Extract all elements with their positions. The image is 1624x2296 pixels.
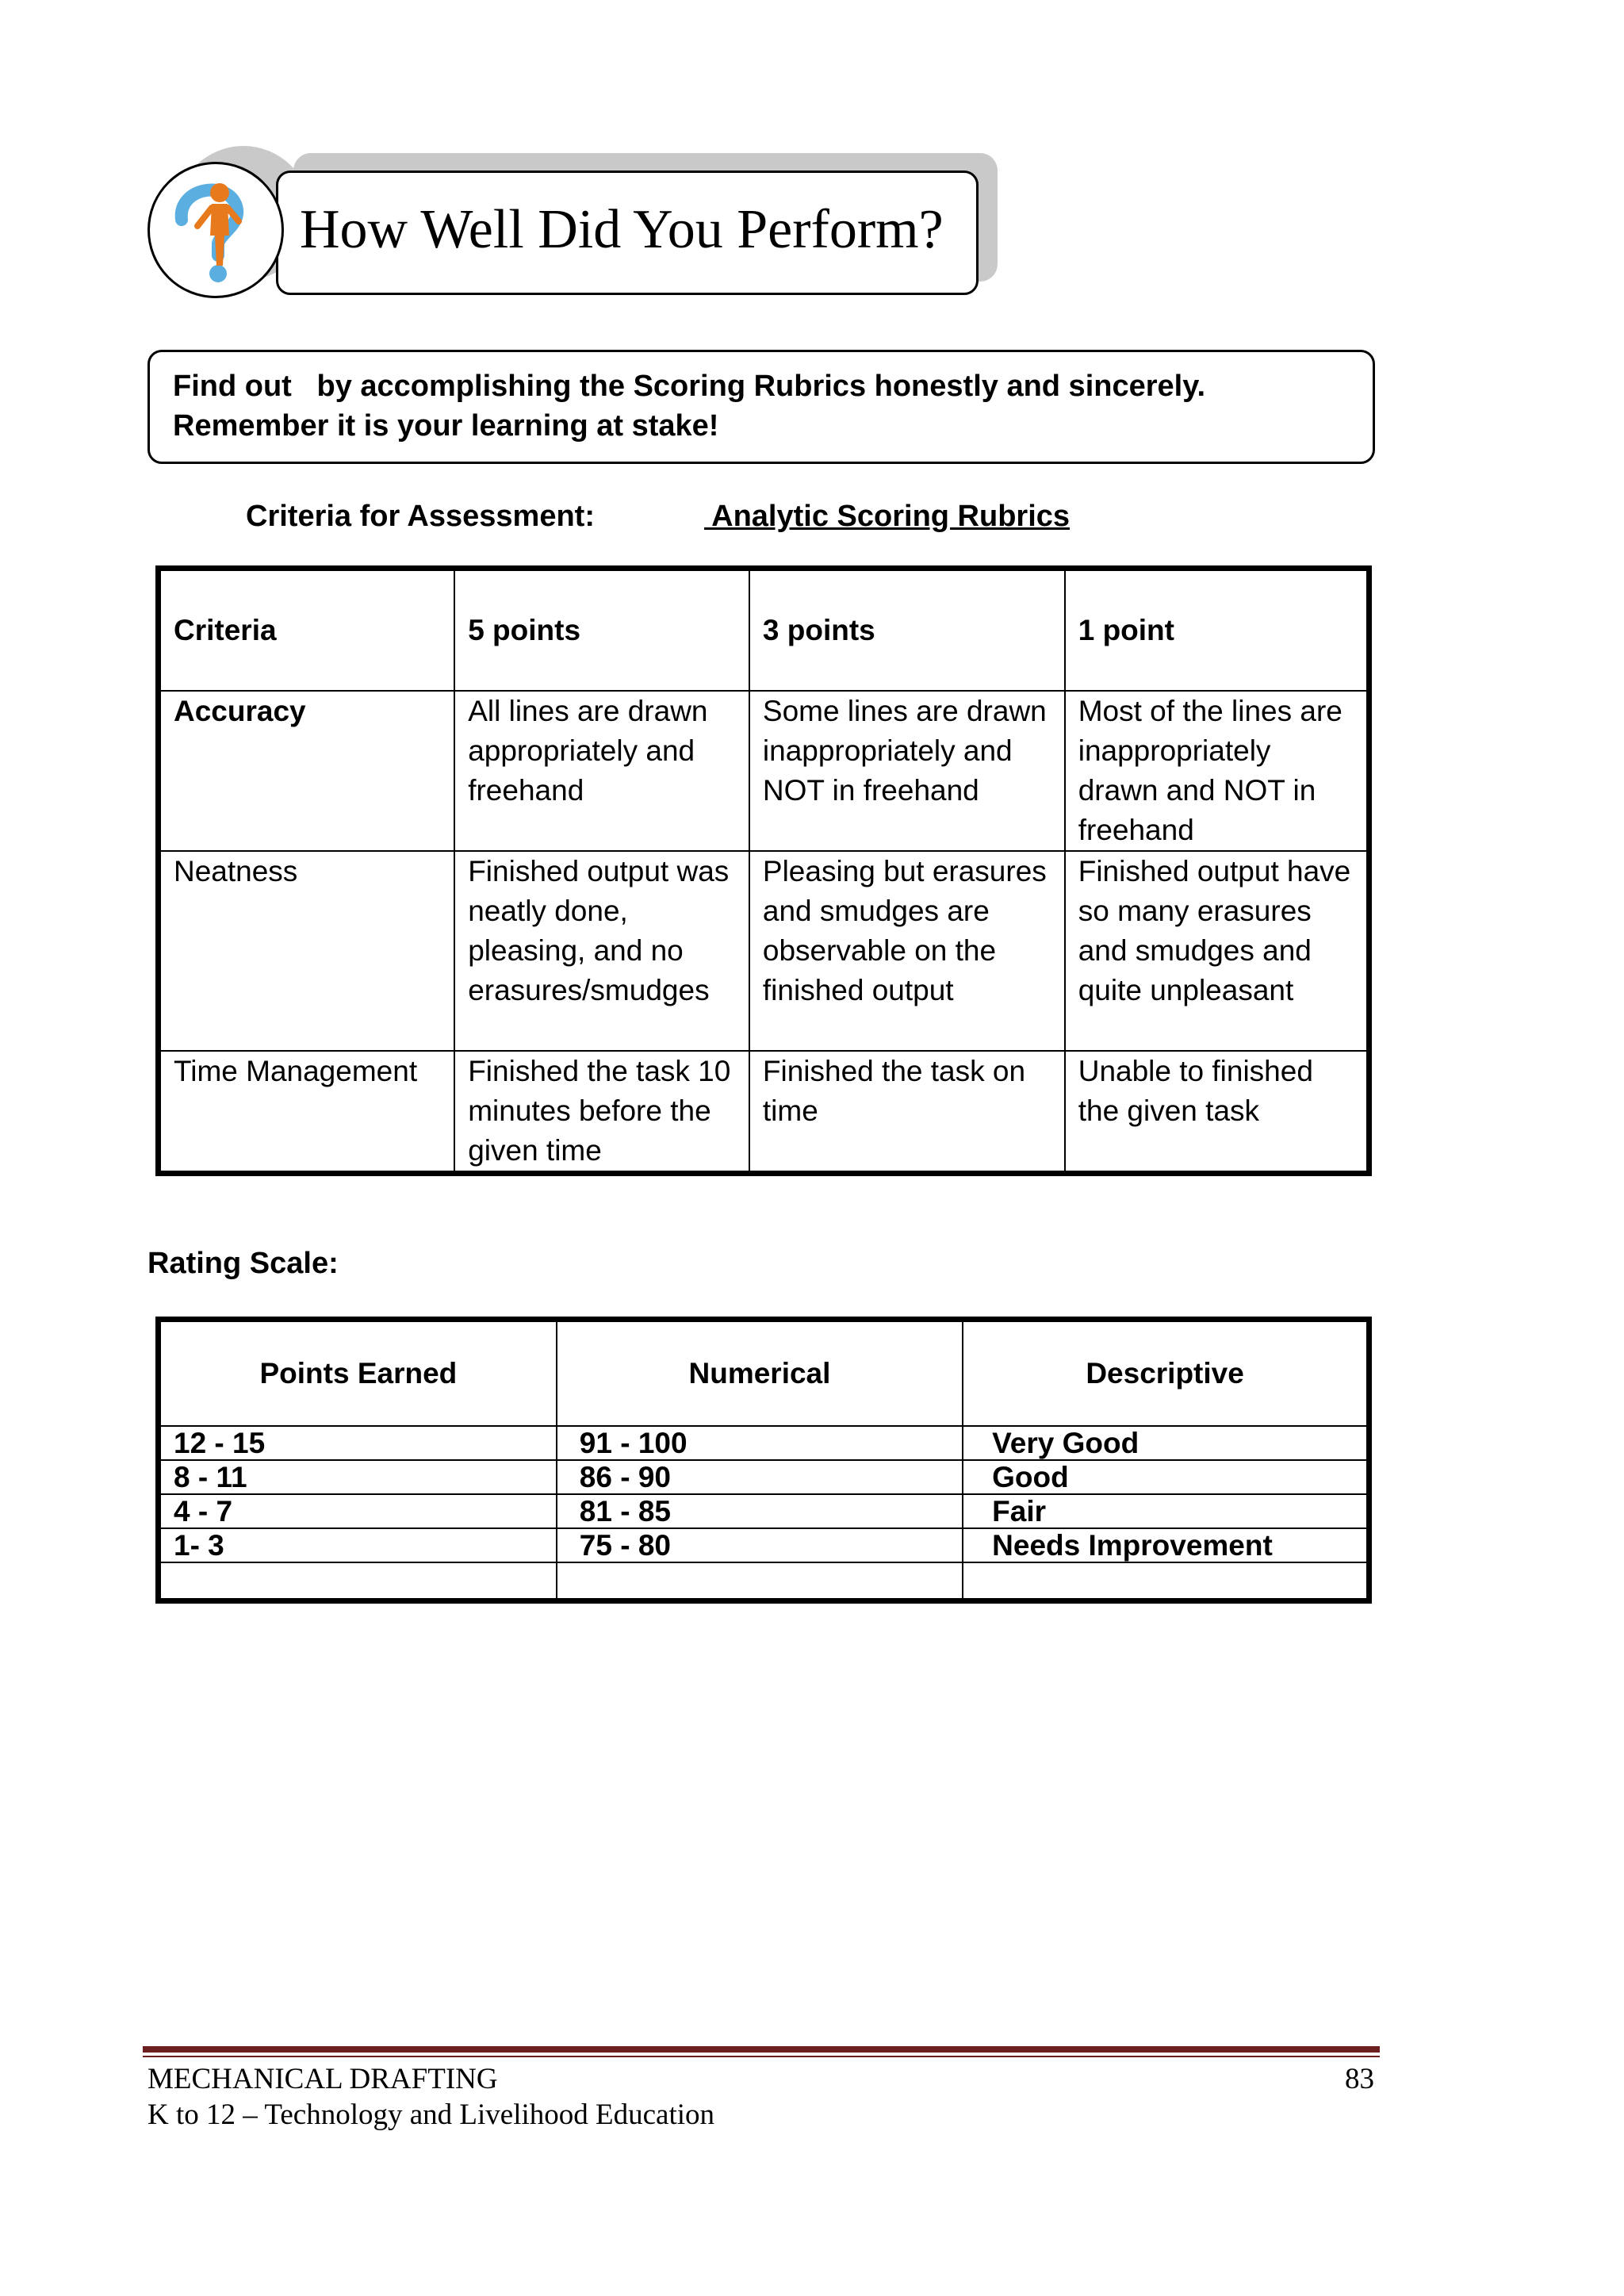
page-number: 83: [1345, 2063, 1374, 2095]
footer-subject: MECHANICAL DRAFTING: [147, 2063, 498, 2095]
numerical-cell: 75 - 80: [557, 1528, 963, 1562]
rubric-header-cell: 5 points: [454, 569, 749, 692]
descriptive-cell: [963, 1562, 1369, 1600]
scale-header-cell: Points Earned: [159, 1320, 557, 1427]
scale-header-cell: Descriptive: [963, 1320, 1369, 1427]
descriptive-cell: Very Good: [963, 1426, 1369, 1460]
numerical-cell: 91 - 100: [557, 1426, 963, 1460]
rubric-criterion: Accuracy: [159, 691, 455, 851]
descriptive-cell: Good: [963, 1460, 1369, 1494]
points-earned-cell: 12 - 15: [159, 1426, 557, 1460]
numerical-cell: 81 - 85: [557, 1494, 963, 1528]
points-earned-cell: 1- 3: [159, 1528, 557, 1562]
points-earned-cell: 8 - 11: [159, 1460, 557, 1494]
question-person-icon: [147, 162, 284, 298]
instruction-line-1: Find out by accomplishing the Scoring Rubrics honestly and sincerely.: [173, 370, 1206, 403]
scale-row: [159, 1528, 1369, 1562]
rubric-cell: Some lines are drawn inappropriately and NOT in freehand: [749, 691, 1065, 851]
rubric-cell: Most of the lines are inappropriately drawn and NOT in freehand: [1065, 691, 1369, 851]
footer-rule: [143, 2046, 1380, 2053]
footer-course: K to 12 – Technology and Livelihood Education: [147, 2099, 715, 2131]
rubric-header-cell: Criteria: [159, 569, 455, 692]
rubric-header-row: [159, 569, 1369, 692]
instruction-text: [173, 366, 1205, 446]
rubric-criterion: Time Management: [159, 1051, 455, 1174]
rubric-row: [159, 691, 1369, 851]
rating-scale-label: Rating Scale:: [147, 1247, 339, 1280]
rubric-cell: Finished output have so many erasures and smudges and quite unpleasant: [1065, 851, 1369, 1051]
points-earned-cell: [159, 1562, 557, 1600]
scale-header-cell: Numerical: [557, 1320, 963, 1427]
criteria-label: Criteria for Assessment:: [246, 500, 595, 533]
page-title: How Well Did You Perform?: [300, 199, 944, 260]
descriptive-cell: Needs Improvement: [963, 1528, 1369, 1562]
rubric-cell: Finished the task 10 minutes before the given time: [454, 1051, 749, 1174]
rubric-header-cell: 1 point: [1065, 569, 1369, 692]
scale-row: [159, 1426, 1369, 1460]
numerical-cell: 86 - 90: [557, 1460, 963, 1494]
footer-rule-thin: [143, 2056, 1380, 2057]
rubric-table: [155, 565, 1372, 1176]
rubric-cell: Pleasing but erasures and smudges are observable on the finished output: [749, 851, 1065, 1051]
numerical-cell: [557, 1562, 963, 1600]
scale-row-empty: [159, 1562, 1369, 1600]
rubric-title: Analytic Scoring Rubrics: [704, 500, 1071, 533]
rubric-row: [159, 851, 1369, 1051]
scale-row: [159, 1460, 1369, 1494]
points-earned-cell: 4 - 7: [159, 1494, 557, 1528]
rubric-row: [159, 1051, 1369, 1174]
rubric-cell: Finished output was neatly done, pleasing, and no erasures/smudges: [454, 851, 749, 1051]
scale-header-row: [159, 1320, 1369, 1427]
rating-scale-table: [155, 1317, 1372, 1604]
rubric-cell: All lines are drawn appropriately and freehand: [454, 691, 749, 851]
rubric-cell: Unable to finished the given task: [1065, 1051, 1369, 1174]
rubric-cell: Finished the task on time: [749, 1051, 1065, 1174]
question-person-icon-graphic: [150, 164, 282, 296]
rubric-header-cell: 3 points: [749, 569, 1065, 692]
rubric-criterion: Neatness: [159, 851, 455, 1051]
instruction-line-2: Remember it is your learning at stake!: [173, 409, 719, 443]
descriptive-cell: Fair: [963, 1494, 1369, 1528]
scale-row: [159, 1494, 1369, 1528]
